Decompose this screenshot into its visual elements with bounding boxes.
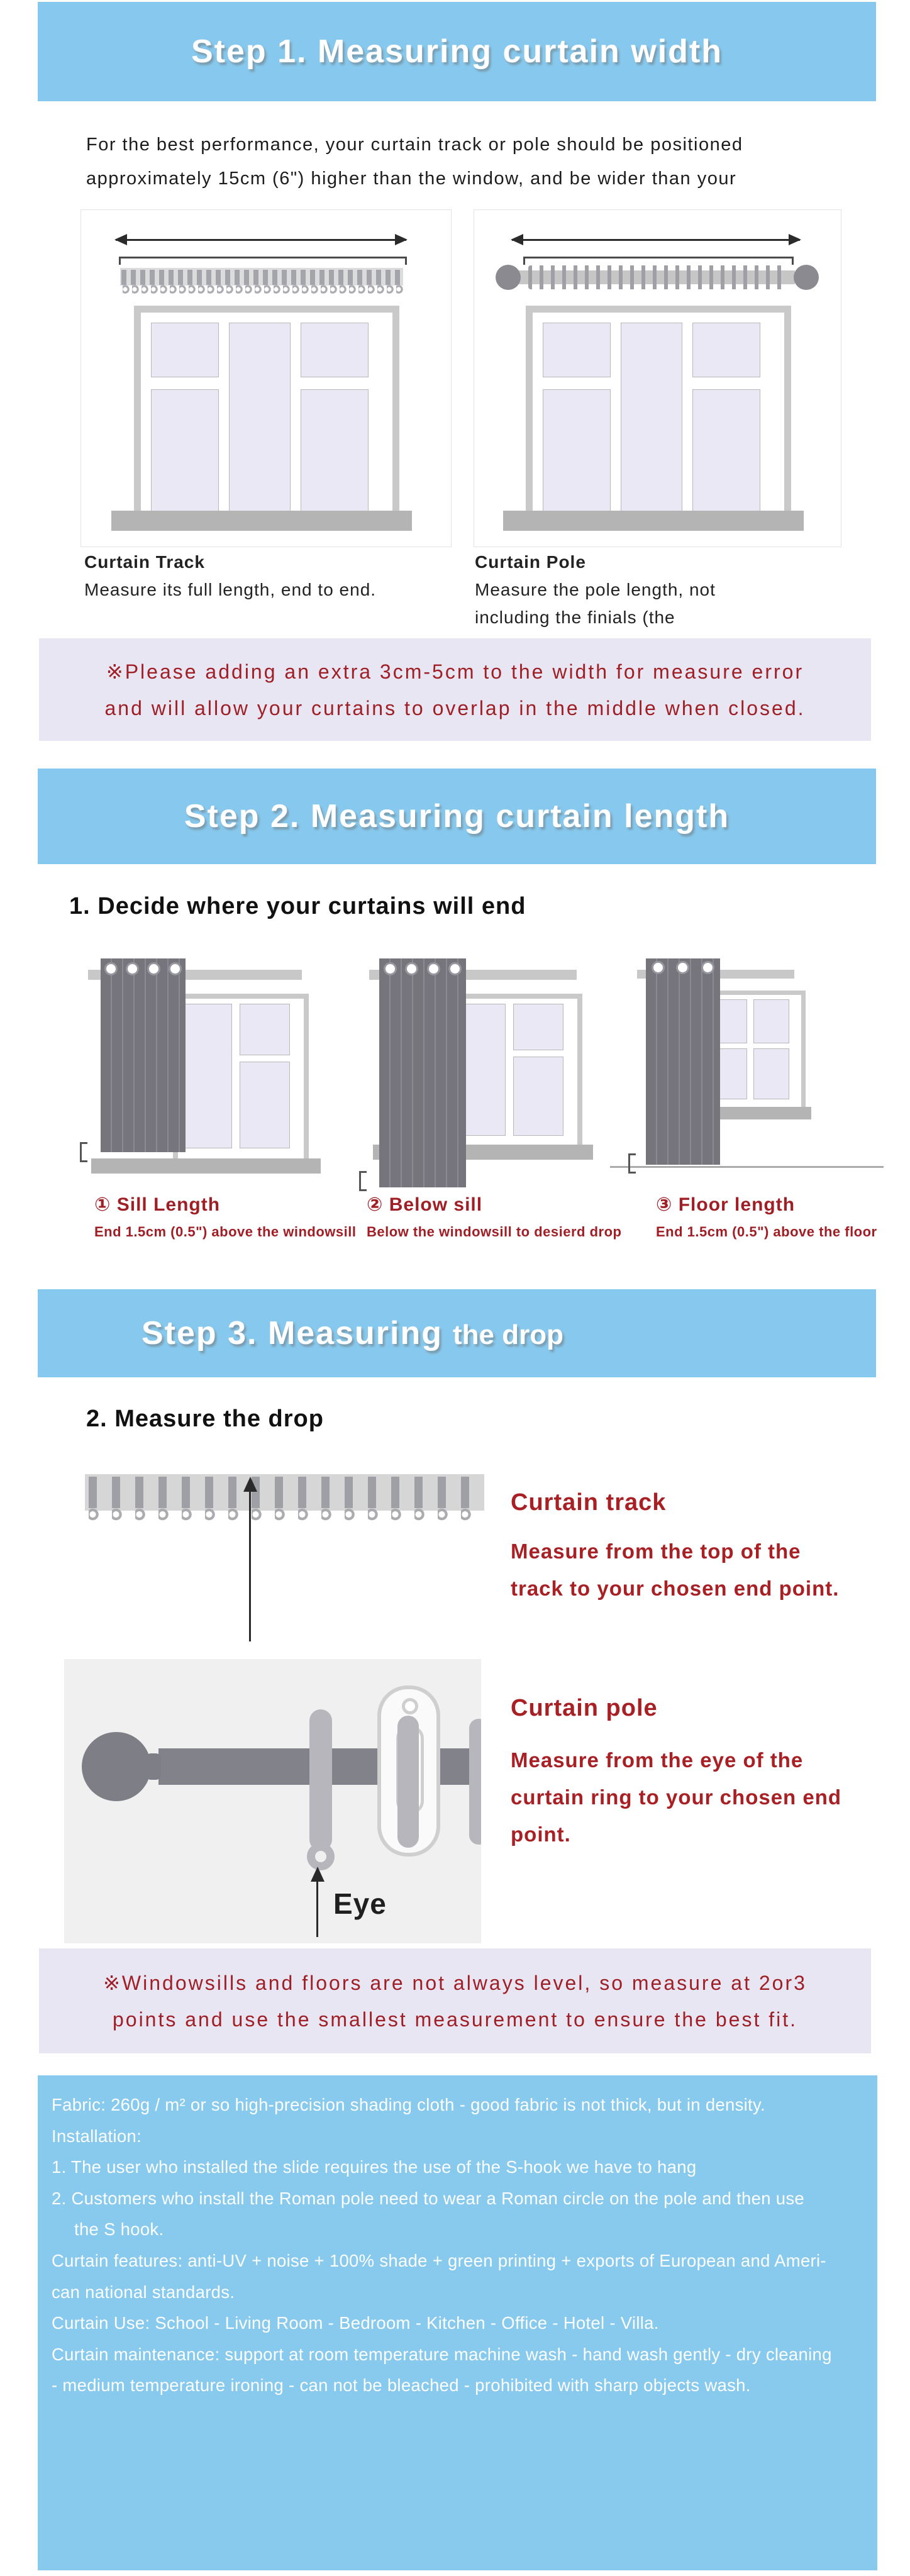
window-frame	[526, 306, 791, 521]
pole-drop-diagram	[64, 1659, 481, 1943]
option1-desc: End 1.5cm (0.5") above the windowsill	[94, 1224, 357, 1240]
step3-banner	[38, 1289, 876, 1377]
step1-banner	[38, 2, 876, 101]
detail-install-2b: the S hook.	[74, 2219, 164, 2240]
product-details-band	[38, 2075, 877, 2570]
pole-drop-line1: Measure from the eye of the	[511, 1748, 804, 1772]
step3-title-sub: the drop	[453, 1319, 563, 1350]
pole-finial-right	[794, 265, 819, 290]
measure-bracket	[119, 257, 407, 265]
track-gliders	[121, 270, 402, 285]
detail-installation: Installation:	[52, 2126, 142, 2146]
step2-title: Step 2. Measuring curtain length	[184, 798, 730, 835]
pole-drop-line3: point.	[511, 1823, 571, 1846]
drop-arrow-icon	[243, 1477, 257, 1492]
width-arrow-icon	[512, 239, 800, 241]
detail-features-2: can national standards.	[52, 2282, 235, 2302]
window-sill	[503, 511, 804, 531]
track-drop-line2: track to your chosen end point.	[511, 1577, 840, 1600]
option3-label: ③ Floor length	[656, 1194, 796, 1215]
option2-label: ② Below sill	[367, 1194, 483, 1215]
eye-label: Eye	[333, 1887, 387, 1920]
detail-fabric: Fabric: 260g / m² or so high-precision shading cloth - good fabric is not thick, but in density.	[52, 2095, 765, 2114]
width-note-line2: and will allow your curtains to overlap in the middle when closed.	[104, 696, 806, 719]
track-drop-line1: Measure from the top of the	[511, 1540, 801, 1563]
step3-subtitle: 2. Measure the drop	[86, 1406, 324, 1432]
sill-length-diagram	[79, 956, 343, 1190]
pole-drop-line2: curtain ring to your chosen end	[511, 1785, 842, 1809]
step3-title-main: Step 3. Measuring	[141, 1315, 443, 1352]
option2-desc: Below the windowsill to desierd drop	[367, 1224, 622, 1240]
curtain-ring	[469, 1719, 481, 1845]
detail-maintenance-2: - medium temperature ironing - can not be bleached - prohibited with sharp objects wash.	[52, 2375, 751, 2396]
detail-install-1: 1. The user who installed the slide requires the use of the S-hook we have to hang	[52, 2157, 697, 2177]
curtain-pole-diagram	[474, 209, 841, 547]
step2-subtitle: 1. Decide where your curtains will end	[69, 893, 526, 919]
width-note	[39, 638, 871, 741]
pole-rings	[528, 265, 786, 289]
level-note	[39, 1948, 871, 2053]
detail-maintenance: Curtain maintenance: support at room temperature machine wash - hand wash gently - dry cleaning	[52, 2344, 832, 2364]
level-note-line1: ※Windowsills and floors are not always level, so measure at 2or3	[103, 1971, 807, 1994]
track-caption-title: Curtain Track	[84, 552, 205, 572]
width-note-line1: ※Please adding an extra 3cm-5cm to the width for measure error	[106, 660, 804, 683]
curtain-ring	[397, 1716, 419, 1848]
intro-line-2: approximately 15cm (6") higher than the window, and be wider than your	[86, 169, 737, 189]
floor-length-diagram	[632, 956, 884, 1190]
pole-finial	[82, 1732, 151, 1801]
option3-desc: End 1.5cm (0.5") above the floor	[656, 1224, 877, 1240]
step3-title	[141, 1314, 563, 1352]
pole-finial-left	[496, 265, 521, 290]
detail-install-2: 2. Customers who install the Roman pole need to wear a Roman circle on the pole and then use	[52, 2188, 805, 2208]
pole-caption-line1: Measure the pole length, not	[475, 580, 716, 599]
track-caption-body: Measure its full length, end to end.	[84, 580, 377, 599]
detail-features: Curtain features: anti-UV + noise + 100% shade + green printing + exports of European and Ameri-	[52, 2250, 826, 2270]
pole-caption-title: Curtain Pole	[475, 552, 586, 572]
window-frame	[134, 306, 399, 521]
step1-title: Step 1. Measuring curtain width	[191, 33, 723, 70]
below-sill-diagram	[362, 956, 610, 1190]
pole-drop-title: Curtain pole	[511, 1695, 658, 1721]
detail-use: Curtain Use: School - Living Room - Bedroom - Kitchen - Office - Hotel - Villa.	[52, 2313, 659, 2333]
option1-label: ① Sill Length	[94, 1194, 221, 1215]
track-drop-title: Curtain track	[511, 1489, 667, 1516]
level-note-line2: points and use the smallest measurement to ensure the best fit.	[112, 2007, 798, 2031]
step2-banner	[38, 769, 876, 864]
track-glider-rings	[123, 285, 404, 295]
track-drop-diagram	[85, 1472, 487, 1643]
pole-caption-line2: including the finials (the	[475, 608, 675, 627]
measure-bracket	[523, 257, 794, 265]
curtain-track-diagram	[80, 209, 452, 547]
intro-line-1: For the best performance, your curtain track or pole should be positioned	[86, 135, 743, 155]
curtain-ring	[309, 1709, 332, 1851]
window-sill	[111, 511, 412, 531]
width-arrow-icon	[116, 239, 406, 241]
